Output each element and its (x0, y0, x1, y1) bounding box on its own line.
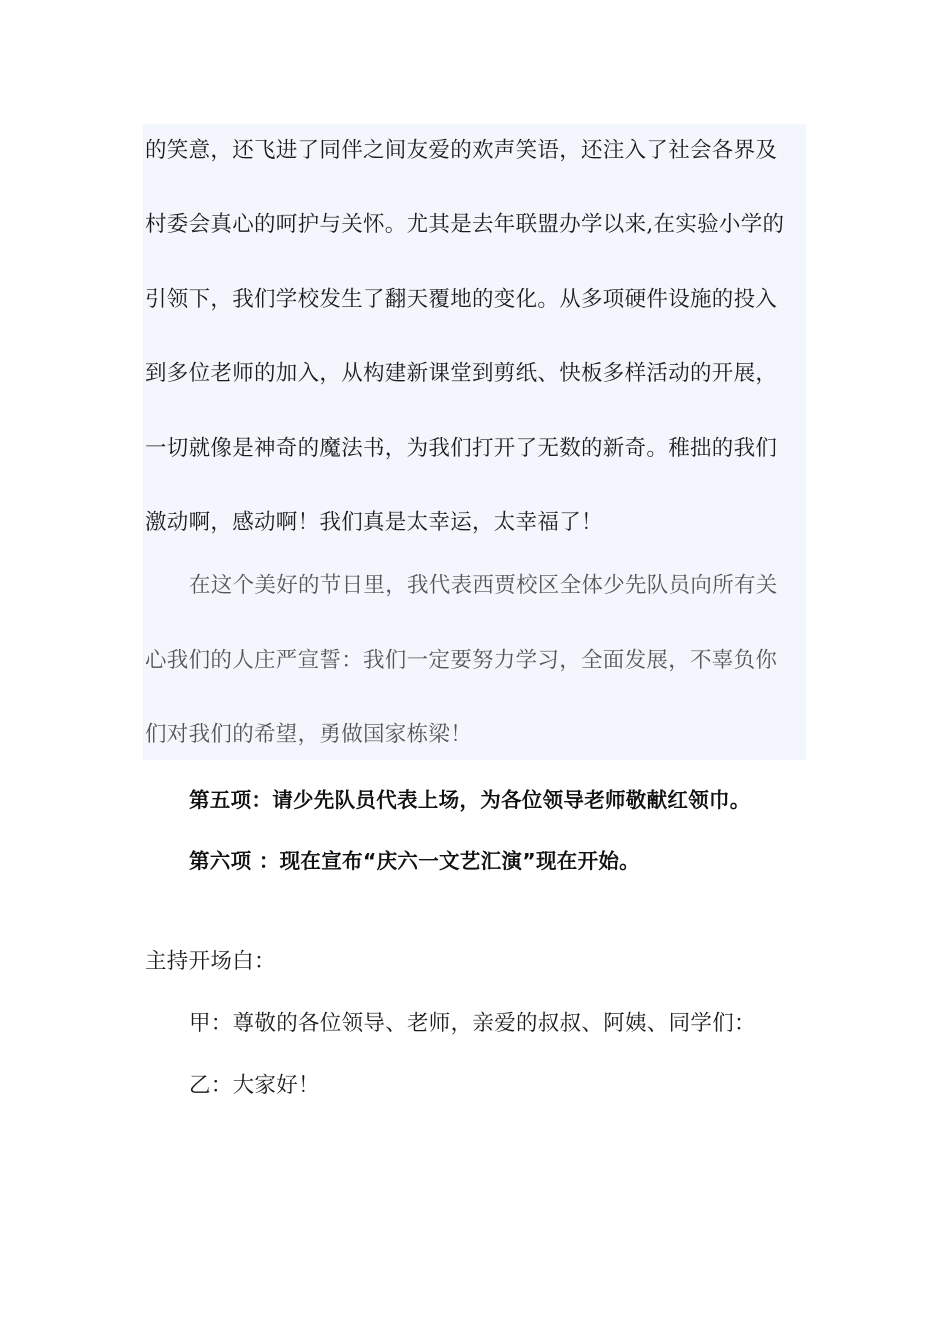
speech-line: 一切就像是神奇的魔法书，为我们打开了无数的新奇。稚拙的我们 (145, 436, 778, 461)
speech-line: 到多位老师的加入，从构建新课堂到剪纸、快板多样活动的开展， (145, 361, 778, 386)
speech-line: 引领下，我们学校发生了翻天覆地的变化。从多项硬件设施的投入 (145, 287, 778, 312)
host-line-b: 乙：大家好！ (189, 1073, 320, 1098)
speech-line: 在这个美好的节日里，我代表西贾校区全体少先队员向所有关 (189, 573, 778, 598)
speech-line: 村委会真心的呵护与关怀。尤其是去年联盟办学以来,在实验小学的 (145, 212, 785, 237)
host-line-a: 甲：尊敬的各位领导、老师，亲爱的叔叔、阿姨、同学们： (189, 1011, 756, 1036)
program-item-6: 第六项 ：现在宣布“庆六一文艺汇演”现在开始。 (189, 849, 640, 873)
speech-line: 们对我们的希望，勇做国家栋梁！ (145, 722, 473, 747)
speech-line: 激动啊，感动啊！我们真是太幸运，太幸福了！ (145, 510, 603, 535)
speech-line: 心我们的人庄严宣誓：我们一定要努力学习，全面发展，不辜负你 (145, 648, 778, 673)
program-item-5: 第五项：请少先队员代表上场，为各位领导老师敬献红领巾。 (189, 788, 751, 812)
speech-line: 的笑意，还飞进了同伴之间友爱的欢声笑语，还注入了社会各界及 (145, 138, 778, 163)
host-heading: 主持开场白： (145, 949, 276, 974)
